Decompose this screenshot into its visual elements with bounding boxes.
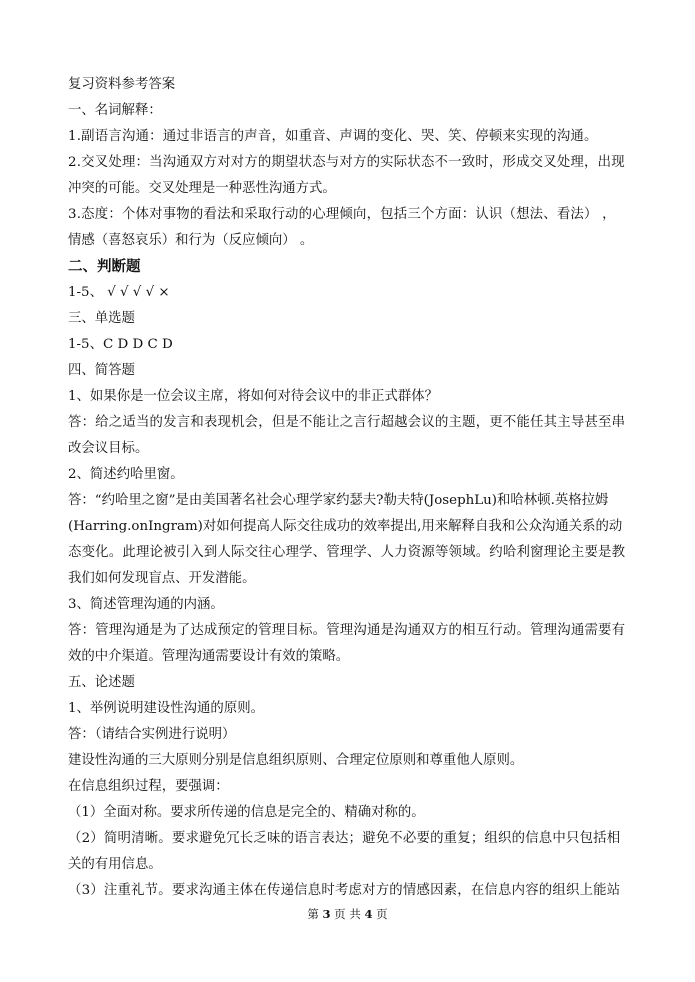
section-heading-essay: 五、论述题 xyxy=(68,675,135,690)
list-item: （2）简明清晰。要求避免冗长乏味的语言表达；避免不必要的重复；组织的信息中只包括相 xyxy=(68,831,621,846)
list-item: （1）全面对称。要求所传递的信息是完全的、精确对称的。 xyxy=(68,805,425,820)
footer-suffix: 页 xyxy=(376,907,388,921)
paragraph-line: 关的有用信息。 xyxy=(68,857,162,872)
question-line: 1、如果你是一位会议主席，将如何对待会议中的非正式群体？ xyxy=(68,389,439,404)
page-footer xyxy=(0,906,695,922)
paragraph-line: 态变化。此理论被引入到人际交往心理学、管理学、人力资源等领域。约哈利窗理论主要是教 xyxy=(68,545,626,560)
paragraph-line: 1.副语言沟通：通过非语言的声音，如重音、声调的变化、哭、笑、停顿来实现的沟通。 xyxy=(68,129,598,144)
paragraph-line: 冲突的可能。交叉处理是一种恶性沟通方式。 xyxy=(68,181,336,196)
paragraph-line: 建设性沟通的三大原则分别是信息组织原则、合理定位原则和尊重他人原则。 xyxy=(68,753,524,768)
list-item: （3）注重礼节。要求沟通主体在传递信息时考虑对方的情感因素，在信息内容的组织上能站 xyxy=(68,883,621,898)
section-heading-short-answer: 四、简答题 xyxy=(68,363,135,378)
answer-line: 1-5、C D D C D xyxy=(68,337,173,352)
paragraph-line: 在信息组织过程，要强调： xyxy=(68,779,229,794)
answer-line: 1-5、 √ √ √ √ × xyxy=(68,285,170,300)
question-line: 3、简述管理沟通的内涵。 xyxy=(68,597,224,612)
doc-title: 复习资料参考答案 xyxy=(68,77,176,92)
paragraph-line: 3.态度：个体对事物的看法和采取行动的心理倾向，包括三个方面：认识（想法、看法） ， xyxy=(68,207,616,222)
footer-prefix: 第 xyxy=(307,907,319,921)
paragraph-line: (Harring.onIngram)对如何提高人际交往成功的效率提出,用来解释自我和公众沟通关系的动 xyxy=(68,519,623,534)
footer-middle: 页 共 xyxy=(334,907,361,921)
paragraph-line: 2.交叉处理：当沟通双方对对方的期望状态与对方的实际状态不一致时，形成交叉处理，出现 xyxy=(68,155,625,170)
paragraph-line: 情感（喜怒哀乐）和行为（反应倾向） 。 xyxy=(68,233,314,248)
section-heading-single-choice: 三、单选题 xyxy=(68,311,135,326)
paragraph-line: 改会议目标。 xyxy=(68,441,149,456)
section-heading-definitions: 一、名词解释： xyxy=(68,103,162,118)
paragraph-line: 答：（请结合实例进行说明） xyxy=(68,727,236,742)
question-line: 1、举例说明建设性沟通的原则。 xyxy=(68,701,264,716)
paragraph-line: 答：管理沟通是为了达成预定的管理目标。管理沟通是沟通双方的相互行动。管理沟通需要有 xyxy=(68,623,626,638)
paragraph-line: 答：给之适当的发言和表现机会，但是不能让之言行超越会议的主题，更不能任其主导甚至串 xyxy=(68,415,626,430)
question-line: 2、简述约哈里窗。 xyxy=(68,467,184,482)
footer-total-pages: 4 xyxy=(364,907,373,921)
section-heading-true-false: 二、判断题 xyxy=(68,259,141,275)
paragraph-line: 答：“约哈里之窗”是由美国著名社会心理学家约瑟夫?勒夫特(JosephLu)和哈林顿.英格拉姆 xyxy=(68,493,609,508)
paragraph-line: 我们如何发现盲点、开发潜能。 xyxy=(68,571,256,586)
footer-page-number: 3 xyxy=(322,907,331,921)
paragraph-line: 效的中介渠道。管理沟通需要设计有效的策略。 xyxy=(68,649,350,664)
